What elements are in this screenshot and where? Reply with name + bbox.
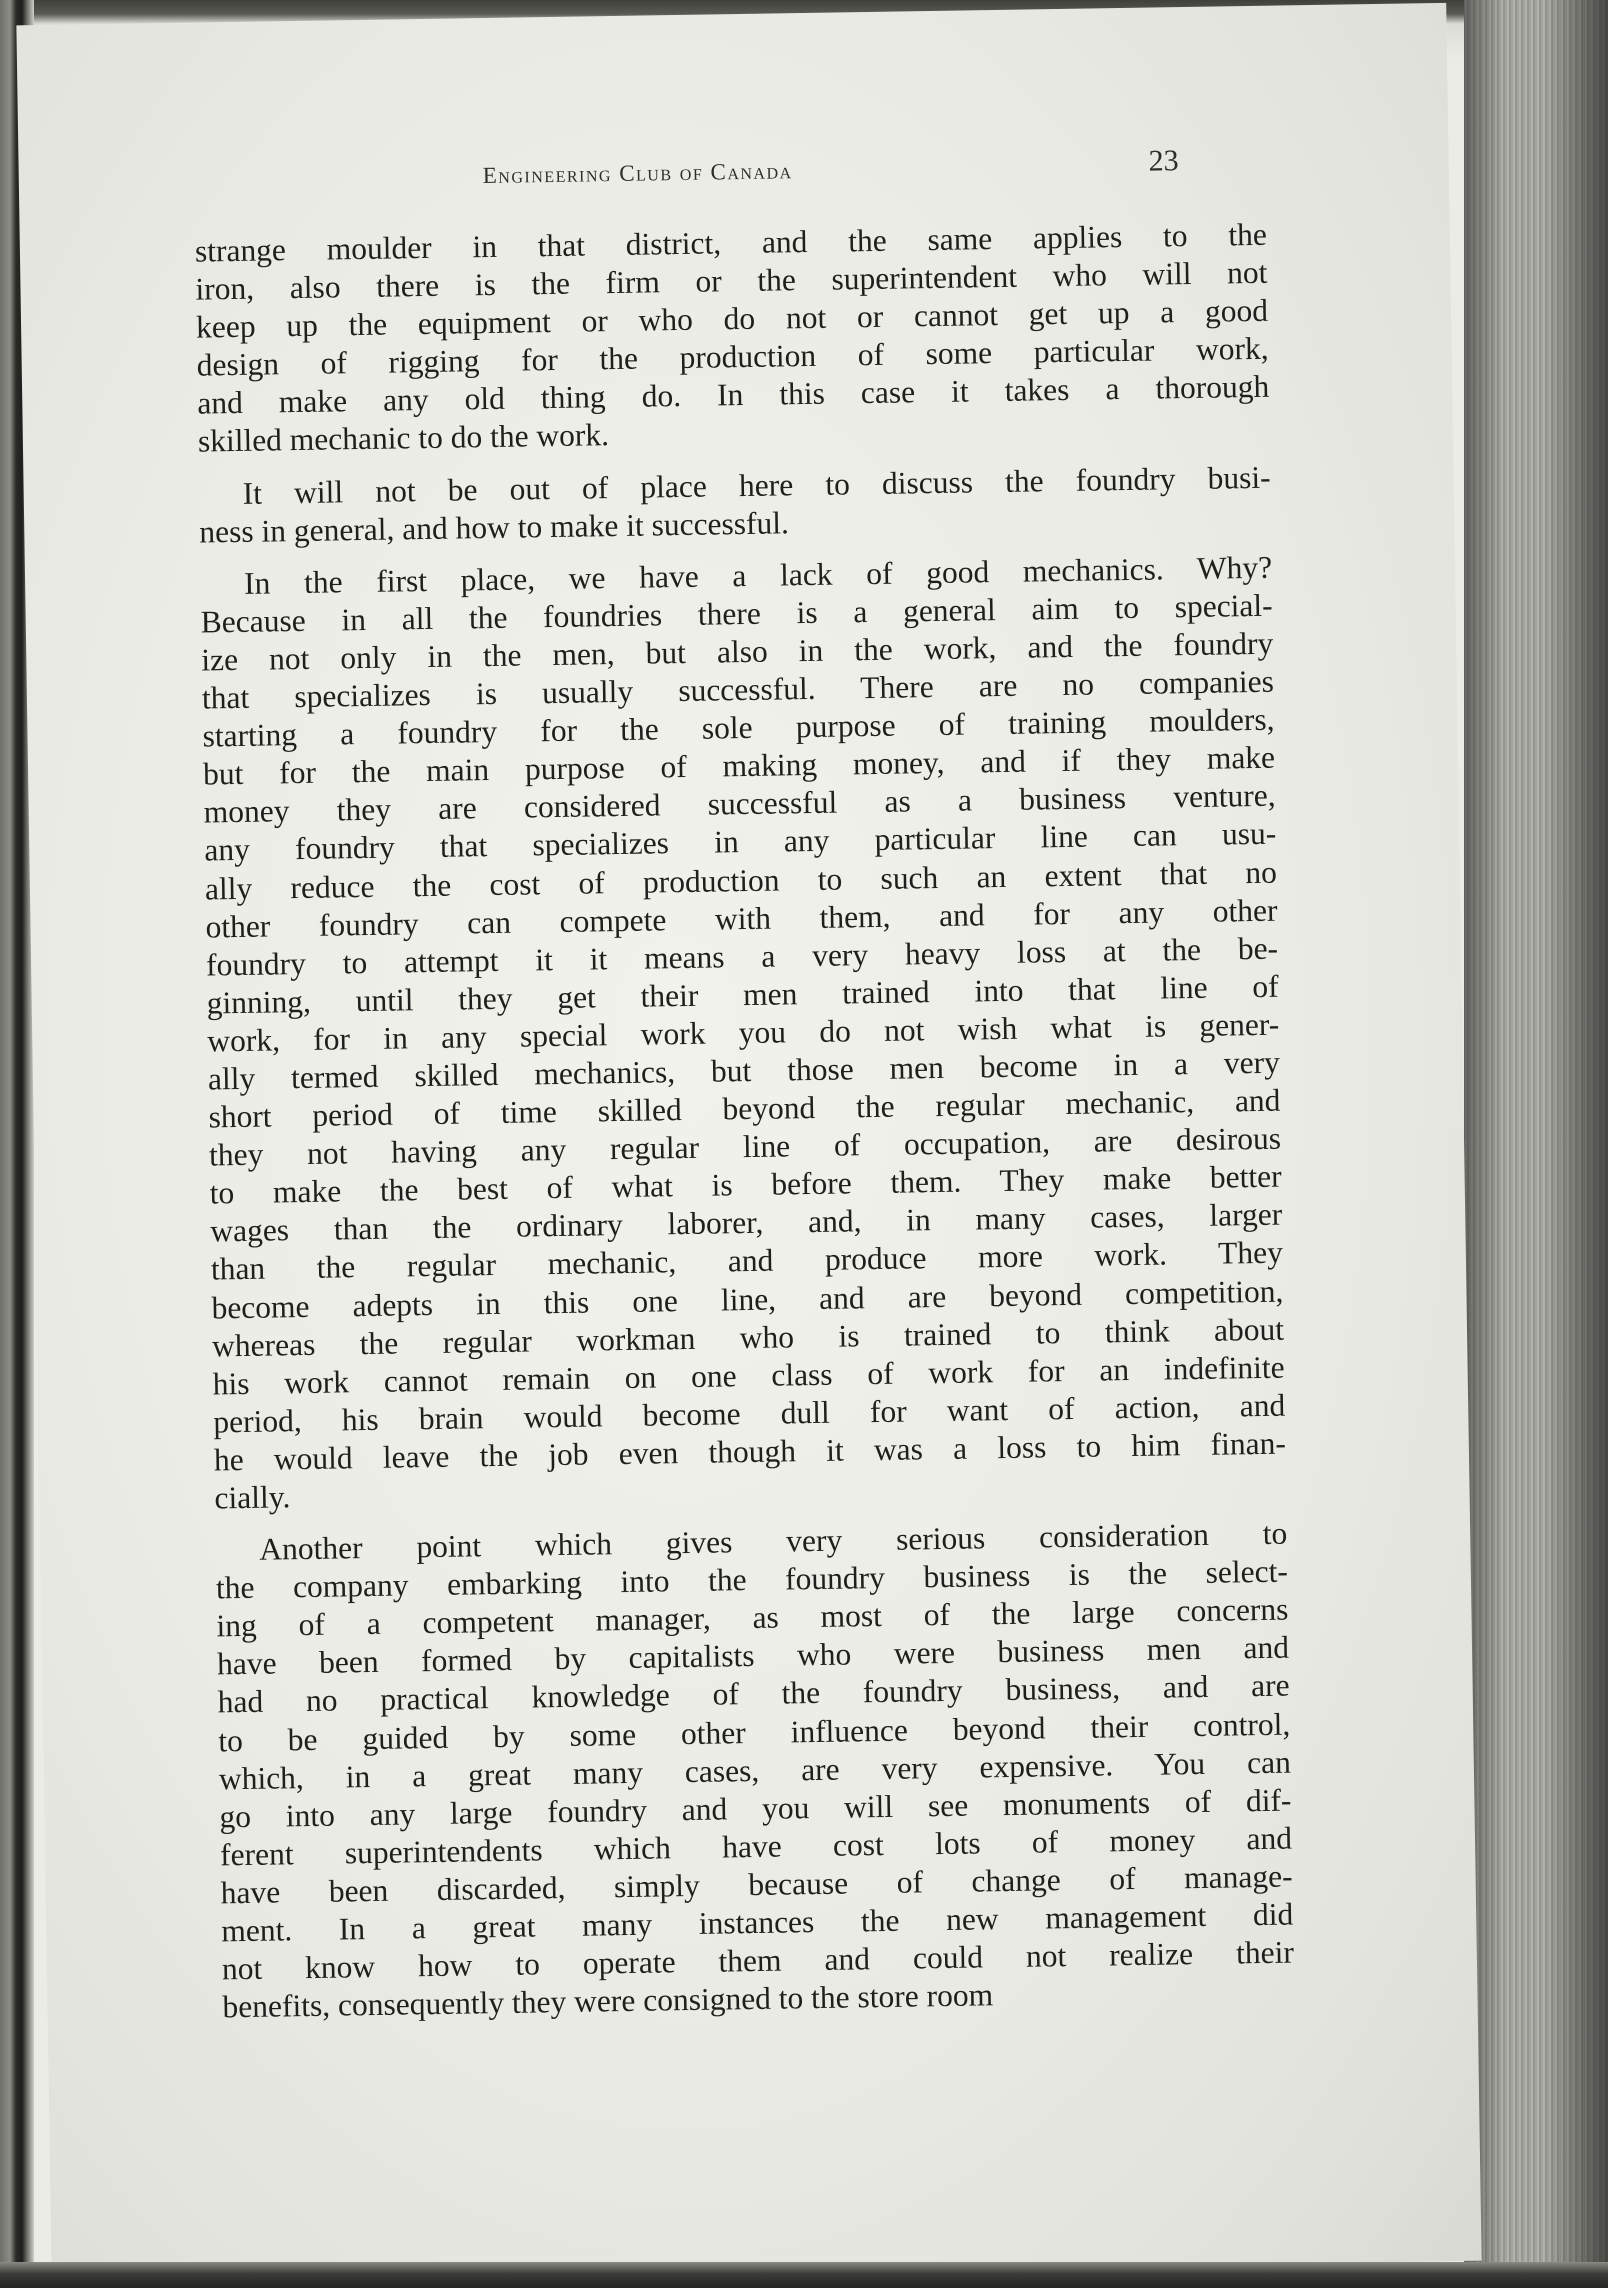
text-line: have been discarded, simply because of change of manage- <box>220 1858 1293 1911</box>
text-line: that specializes is usually successful. There are no companies <box>201 663 1275 716</box>
text-line: In the first place, we have a lack of good mechanics. Why? <box>243 549 1273 601</box>
paragraph <box>215 1515 1295 2027</box>
paragraph <box>200 548 1287 1517</box>
text-line: they not having any regular line of occupation, are desirous <box>208 1120 1282 1173</box>
text-line: not know how to operate them and could not realize their <box>221 1934 1295 1987</box>
text-line: and make any old thing do. In this case it takes a thorough <box>197 369 1270 421</box>
text-line: ginning, until they get their men trained into that line of <box>206 968 1279 1021</box>
text-line: wages than the ordinary laborer, and, in many cases, larger <box>210 1196 1283 1249</box>
running-head <box>18 128 1449 210</box>
text-line: Because in all the foundries there is a general aim to special- <box>200 587 1273 640</box>
text-line: he would leave the job even though it was a loss to him finan- <box>213 1425 1287 1478</box>
book-page <box>16 3 1481 2283</box>
bottom-shadow-band <box>0 2262 1608 2288</box>
text-line: work, for in any special work you do not wish what is gener- <box>207 1006 1280 1059</box>
text-line: ness in general, and how to make it successful. <box>199 504 790 550</box>
text-line: have been formed by capitalists who were business men and <box>216 1629 1290 1682</box>
text-line: cially. <box>214 1479 291 1516</box>
page-number: 23 <box>1148 144 1179 178</box>
text-line: money they are considered successful as a business venture, <box>203 778 1276 830</box>
text-line: skilled mechanic to do the work. <box>197 417 610 460</box>
text-line: ize not only in the men, but also in the work, and the foundry <box>201 625 1274 678</box>
text-line: short period of time skilled beyond the regular mechanic, and <box>208 1082 1281 1135</box>
paragraph <box>195 216 1270 461</box>
text-line: the company embarking into the foundry business is the select- <box>215 1553 1289 1606</box>
text-line: iron, also there is the firm or the superintendent who will not <box>195 254 1268 307</box>
text-line: which, in a great many cases, are very expensive. You can <box>218 1744 1292 1797</box>
text-line: ally reduce the cost of production to such an extent that no <box>204 854 1278 907</box>
text-line: ferent superintendents which have cost lots of money and <box>219 1820 1293 1873</box>
text-line: design of rigging for the production of some particular work, <box>196 331 1269 383</box>
text-line: to be guided by some other influence beyond their control, <box>218 1706 1291 1758</box>
text-line: keep up the equipment or who do not or cannot get up a good <box>195 292 1269 345</box>
text-line: his work cannot remain on one class of work for an indefinite <box>212 1349 1285 1402</box>
text-line: to make the best of what is before them. They make better <box>209 1158 1282 1211</box>
text-line: benefits, consequently they were consigned to the store room <box>222 1977 994 2025</box>
text-line: other foundry can compete with them, and for any other <box>205 892 1278 945</box>
running-head-title: Engineering Club of Canada <box>482 158 793 189</box>
text-line: but for the main purpose of making money, and if they make <box>202 739 1276 792</box>
text-line: ment. In a great many instances the new management did <box>221 1896 1294 1949</box>
text-line: any foundry that specializes in any particular line can usu- <box>204 816 1277 868</box>
text-line: Another point which gives very serious consideration to <box>259 1515 1288 1567</box>
body-text <box>195 216 1295 2027</box>
text-line: ing of a competent manager, as most of the large concerns <box>216 1591 1289 1644</box>
text-line: It will not be out of place here to discuss the foundry busi- <box>242 459 1271 511</box>
text-line: period, his brain would become dull for want of action, and <box>213 1387 1286 1440</box>
text-line: whereas the regular workman who is trained to think about <box>211 1311 1285 1364</box>
text-line: foundry to attempt it it means a very heavy loss at the be- <box>205 930 1279 983</box>
text-line: had no practical knowledge of the foundry business, and are <box>217 1668 1290 1720</box>
text-line: go into any large foundry and you will see monuments of dif- <box>219 1782 1292 1835</box>
right-edge-shadow <box>1464 0 1608 2288</box>
text-line: become adepts in this one line, and are beyond competition, <box>211 1273 1284 1325</box>
text-line: starting a foundry for the sole purpose of training moulders, <box>202 701 1275 754</box>
text-line: strange moulder in that district, and the same applies to the <box>194 216 1268 269</box>
text-line: ally termed skilled mechanics, but those men become in a very <box>207 1044 1281 1097</box>
text-line: than the regular mechanic, and produce more work. They <box>210 1235 1284 1287</box>
